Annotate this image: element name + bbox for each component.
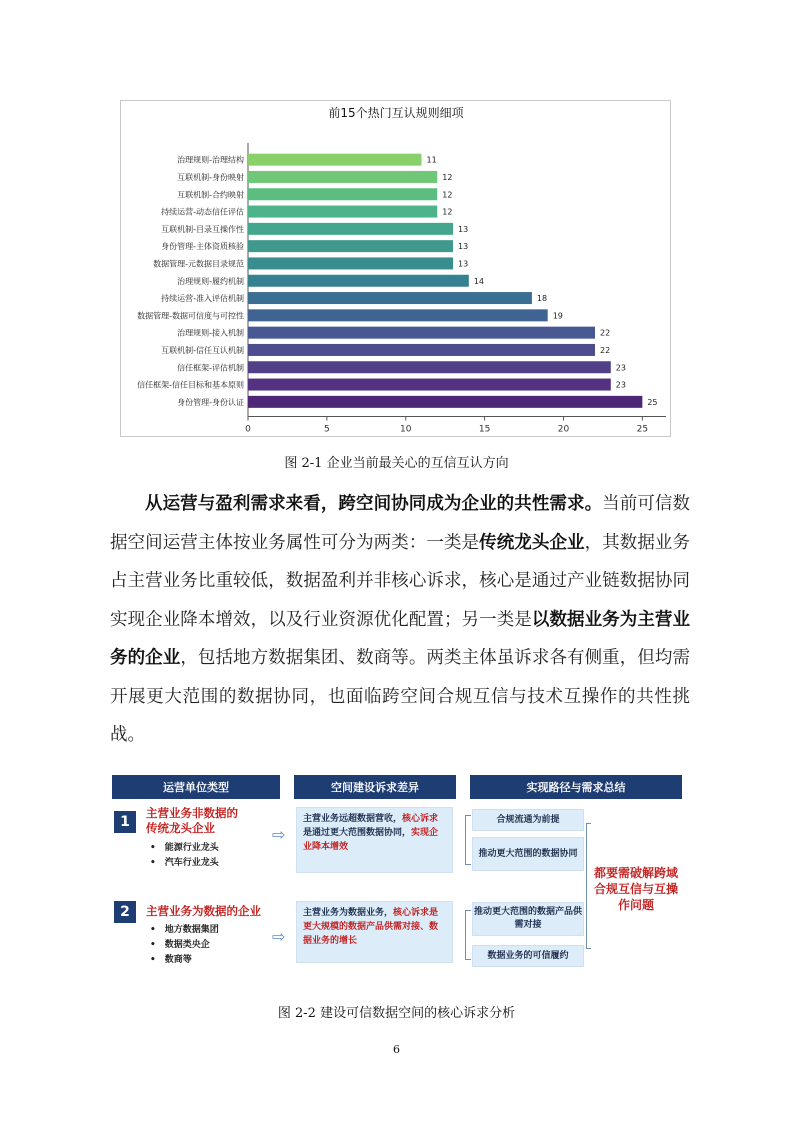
bar-value-label: 25	[647, 397, 658, 407]
row1-title-line1: 主营业务非数据的	[146, 806, 238, 820]
chart-svg	[121, 101, 672, 438]
bar	[248, 188, 437, 200]
list-item: • 地方数据集团	[150, 923, 219, 938]
bar	[248, 379, 611, 391]
list-item: • 数据类央企	[150, 938, 219, 953]
bracket-row1	[465, 815, 471, 865]
bold-term-2: 以数据业务为主营业务的企业	[110, 609, 690, 668]
bar-category-label: 治理规则-履约机制	[177, 276, 244, 286]
bar	[248, 327, 595, 339]
figure-caption-2: 图 2-2 建设可信数据空间的核心诉求分析	[277, 1006, 516, 1021]
row2-demand-text-a: 主营业务为数据业务，	[303, 908, 394, 918]
row1-demand-highlight-a: 核心诉求	[402, 814, 439, 824]
bar-category-label: 互联机制-合约映射	[177, 190, 244, 200]
row1-demand-text-a: 主营业务远超数据营收，	[303, 814, 403, 824]
bar-value-label: 22	[600, 328, 611, 338]
bar-value-label: 12	[442, 172, 453, 182]
row2-bullets	[150, 923, 219, 968]
bar	[248, 154, 422, 166]
body-text-1: 当前可信数据空间运营主体按业务属性可分为两类：一类是	[110, 494, 691, 553]
lead-bold-text: 从运营与盈利需求来看，跨空间协同成为企业的共性需求。	[145, 494, 603, 514]
row2-path-top: 推动更大范围的数据产品供需对接	[472, 902, 584, 936]
bar	[248, 344, 595, 356]
bar	[248, 309, 548, 321]
header-unit-type: 运营单位类型	[112, 775, 280, 799]
x-tick-label: 10	[400, 424, 412, 435]
x-tick-label: 20	[557, 424, 570, 435]
bar-chart	[120, 100, 671, 437]
figure-caption-1: 图 2-1 企业当前最关心的互信互认方向	[284, 456, 509, 471]
core-demand-diagram	[112, 775, 682, 975]
bar-category-label: 数据管理-数据可信度与可控性	[137, 311, 244, 321]
bar-value-label: 12	[442, 207, 453, 217]
chart-title: 前15个热门互认规则细项	[328, 106, 464, 120]
row1-bullets	[150, 841, 219, 871]
row1-demand-highlight-b: 实现企业降本增效	[303, 828, 439, 852]
bar	[248, 275, 469, 287]
list-item: • 汽车行业龙头	[150, 856, 219, 871]
header-demand-diff: 空间建设诉求差异	[294, 775, 456, 799]
bar-category-label: 身份管理-主体资质核验	[161, 242, 244, 252]
summary-text: 都要需破解跨域合规互信与互操作问题	[593, 866, 678, 912]
bar	[248, 223, 453, 235]
bold-term-1: 传统龙头企业	[479, 532, 585, 553]
row2-demand-highlight-b: 是更大规模的数据产品供需对接、数据业务的增长	[303, 908, 439, 946]
bar	[248, 240, 453, 252]
bar-value-label: 13	[458, 259, 469, 269]
bar-value-label: 23	[615, 363, 626, 373]
list-item: • 能源行业龙头	[150, 841, 219, 856]
bar	[248, 361, 611, 373]
row1-path-top: 合规流通为前提	[472, 809, 584, 831]
bar	[248, 206, 437, 218]
bar-value-label: 13	[458, 224, 469, 234]
bar-category-label: 身份管理-身份认证	[177, 397, 244, 407]
body-text-3: ，包括地方数据集团、数商等。两类主体虽诉求各有侧重，但均需开展更大范围的数据协同，也面临跨空间合规互信与技术互操作的共性挑战。	[110, 648, 690, 745]
x-tick-label: 25	[636, 424, 649, 435]
row1-demand-box	[296, 807, 453, 873]
x-tick-label: 15	[478, 424, 491, 435]
row2-demand-box	[296, 901, 453, 963]
bar-value-label: 22	[600, 345, 611, 355]
bar-category-label: 互联机制-信任互认机制	[161, 345, 244, 355]
page-number: 6	[393, 1043, 400, 1056]
bar-value-label: 23	[615, 380, 626, 390]
row1-demand-text-b: 是通过更大范围数据协同，	[303, 828, 412, 838]
body-paragraph	[110, 485, 690, 755]
arrow-right-icon: ⇨	[272, 927, 286, 946]
row2-demand-highlight-a: 核心诉求	[393, 908, 430, 918]
body-text-2: ，其数据业务占主营业务比重较低，数据盈利并非核心诉求，核心是通过产业链数据协同实现企业降本增效，以及行业资源优化配置；另一类是	[110, 532, 690, 630]
bar-category-label: 持续运营-准入评估机制	[161, 294, 244, 304]
row1-path-bottom: 推动更大范围的数据协同	[472, 837, 584, 871]
bar-category-label: 互联机制-目录互操作性	[161, 224, 244, 234]
bar-category-label: 信任框架-评估机制	[177, 363, 244, 373]
bracket-row2	[465, 910, 471, 960]
bar	[248, 396, 642, 408]
x-tick-label: 5	[324, 424, 330, 435]
bar-value-label: 11	[426, 155, 437, 165]
bar-value-label: 12	[442, 190, 453, 200]
bar-category-label: 数据管理-元数据目录规范	[153, 259, 244, 269]
bar	[248, 292, 532, 304]
row1-title-line2: 传统龙头企业	[146, 821, 215, 835]
arrow-right-icon: ⇨	[272, 825, 286, 844]
bar-category-label: 信任框架-信任目标和基本原则	[137, 380, 244, 390]
row2-number: 2	[114, 901, 136, 923]
header-path-summary: 实现路径与需求总结	[470, 775, 682, 799]
bar-category-label: 治理规则-接入机制	[177, 328, 244, 338]
bar-category-label: 互联机制-身份映射	[177, 172, 244, 182]
bar-value-label: 18	[536, 294, 548, 304]
bar	[248, 257, 453, 269]
row2-path-bottom: 数据业务的可信履约	[472, 945, 584, 967]
bar-category-label: 持续运营-动态信任评估	[161, 207, 244, 217]
bar-value-label: 19	[552, 311, 563, 321]
row1-number: 1	[114, 811, 136, 833]
row2-title: 主营业务为数据的企业	[146, 904, 261, 918]
bar-category-label: 治理规则-治理结构	[177, 155, 244, 165]
bar-value-label: 13	[458, 242, 469, 252]
list-item: • 数商等	[150, 953, 219, 968]
bar	[248, 171, 437, 183]
bar-value-label: 14	[473, 276, 485, 286]
row1-title	[146, 806, 238, 836]
x-tick-label: 0	[245, 424, 251, 435]
